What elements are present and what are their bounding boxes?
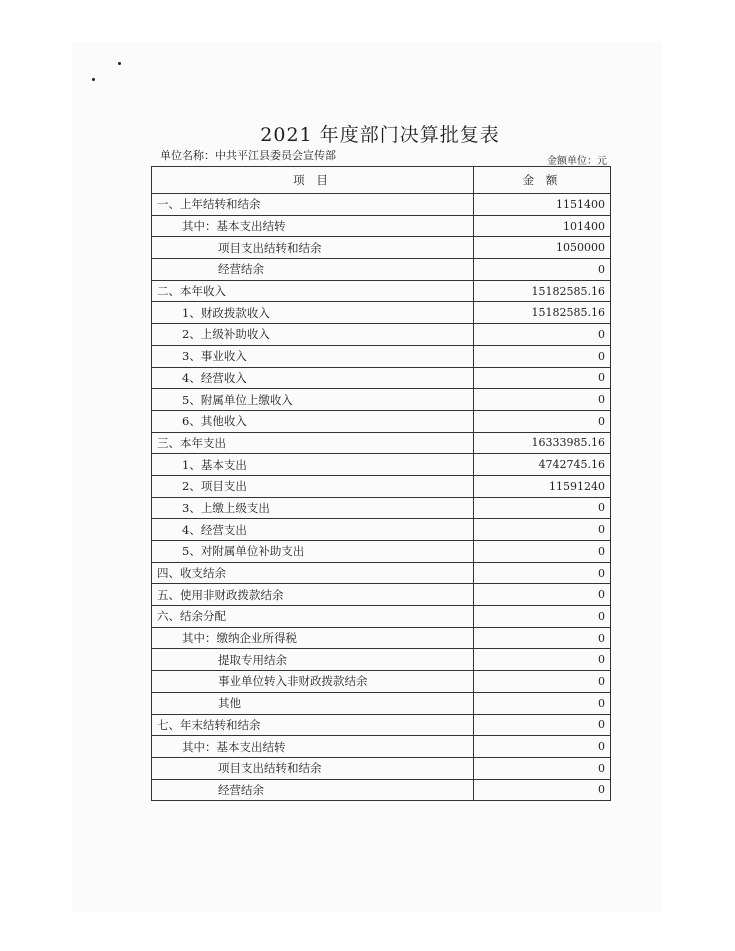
table-row: [152, 541, 611, 563]
row-label: 4、经营支出: [152, 519, 474, 541]
row-amount: 0: [474, 519, 611, 541]
row-amount: 0: [474, 714, 611, 736]
row-label: 七、年末结转和结余: [152, 714, 474, 736]
row-amount: 0: [474, 649, 611, 671]
row-amount: 0: [474, 584, 611, 606]
row-amount: 0: [474, 345, 611, 367]
table-row: [152, 389, 611, 411]
table-row: [152, 475, 611, 497]
row-label: 事业单位转入非财政拨款结余: [152, 671, 474, 693]
table-row: [152, 606, 611, 628]
table-row: [152, 692, 611, 714]
header-item: 项 目: [152, 167, 474, 194]
row-label: 其他: [152, 692, 474, 714]
table-row: [152, 280, 611, 302]
row-label: 2、项目支出: [152, 475, 474, 497]
row-label: 4、经营收入: [152, 367, 474, 389]
row-label: 其中：基本支出结转: [152, 215, 474, 237]
row-amount: 0: [474, 324, 611, 346]
table-row: [152, 367, 611, 389]
table-row: [152, 736, 611, 758]
table-row: [152, 627, 611, 649]
row-label: 项目支出结转和结余: [152, 237, 474, 259]
row-label: 2、上级补助收入: [152, 324, 474, 346]
table-row: [152, 454, 611, 476]
row-amount: 0: [474, 779, 611, 801]
row-amount: 0: [474, 757, 611, 779]
row-amount: 0: [474, 692, 611, 714]
table-row: [152, 194, 611, 216]
table-row: [152, 237, 611, 259]
row-amount: 16333985.16: [474, 432, 611, 454]
row-label: 一、上年结转和结余: [152, 194, 474, 216]
table-header-row: [152, 167, 611, 194]
row-label: 提取专用结余: [152, 649, 474, 671]
row-amount: 15182585.16: [474, 302, 611, 324]
row-amount: 101400: [474, 215, 611, 237]
row-amount: 0: [474, 367, 611, 389]
row-amount: 15182585.16: [474, 280, 611, 302]
row-amount: 0: [474, 671, 611, 693]
row-label: 5、附属单位上缴收入: [152, 389, 474, 411]
row-amount: 0: [474, 562, 611, 584]
row-label: 5、对附属单位补助支出: [152, 541, 474, 563]
row-label: 四、收支结余: [152, 562, 474, 584]
row-amount: 0: [474, 627, 611, 649]
row-label: 二、本年收入: [152, 280, 474, 302]
row-label: 1、基本支出: [152, 454, 474, 476]
row-amount: 11591240: [474, 475, 611, 497]
table-row: [152, 562, 611, 584]
row-amount: 0: [474, 389, 611, 411]
table-row: [152, 410, 611, 432]
row-amount: 0: [474, 497, 611, 519]
table-row: [152, 432, 611, 454]
row-label: 3、事业收入: [152, 345, 474, 367]
row-label: 3、上缴上级支出: [152, 497, 474, 519]
table-row: [152, 497, 611, 519]
row-label: 五、使用非财政拨款结余: [152, 584, 474, 606]
row-label: 其中：基本支出结转: [152, 736, 474, 758]
table-row: [152, 757, 611, 779]
row-label: 项目支出结转和结余: [152, 757, 474, 779]
table-row: [152, 584, 611, 606]
table-row: [152, 345, 611, 367]
row-label: 六、结余分配: [152, 606, 474, 628]
row-label: 6、其他收入: [152, 410, 474, 432]
table-row: [152, 215, 611, 237]
row-amount: 0: [474, 606, 611, 628]
table-row: [152, 259, 611, 281]
row-amount: 0: [474, 410, 611, 432]
row-label: 其中：缴纳企业所得税: [152, 627, 474, 649]
row-label: 三、本年支出: [152, 432, 474, 454]
row-label: 经营结余: [152, 259, 474, 281]
scan-speck: [92, 78, 95, 81]
row-amount: 0: [474, 541, 611, 563]
row-amount: 0: [474, 259, 611, 281]
unit-name: 单位名称：中共平江县委员会宣传部: [160, 149, 336, 162]
row-label: 经营结余: [152, 779, 474, 801]
row-label: 1、财政拨款收入: [152, 302, 474, 324]
row-amount: 4742745.16: [474, 454, 611, 476]
scan-speck: [118, 62, 121, 65]
page-title: 2021 年度部门决算批复表: [260, 124, 500, 146]
amount-unit: 金额单位：元: [547, 156, 607, 167]
table-row: [152, 519, 611, 541]
table-row: [152, 302, 611, 324]
header-amount: 金 额: [474, 167, 611, 194]
table-row: [152, 714, 611, 736]
table-row: [152, 779, 611, 801]
row-amount: 1050000: [474, 237, 611, 259]
table-row: [152, 649, 611, 671]
budget-table: [151, 166, 611, 801]
table-row: [152, 324, 611, 346]
row-amount: 1151400: [474, 194, 611, 216]
table-row: [152, 671, 611, 693]
row-amount: 0: [474, 736, 611, 758]
